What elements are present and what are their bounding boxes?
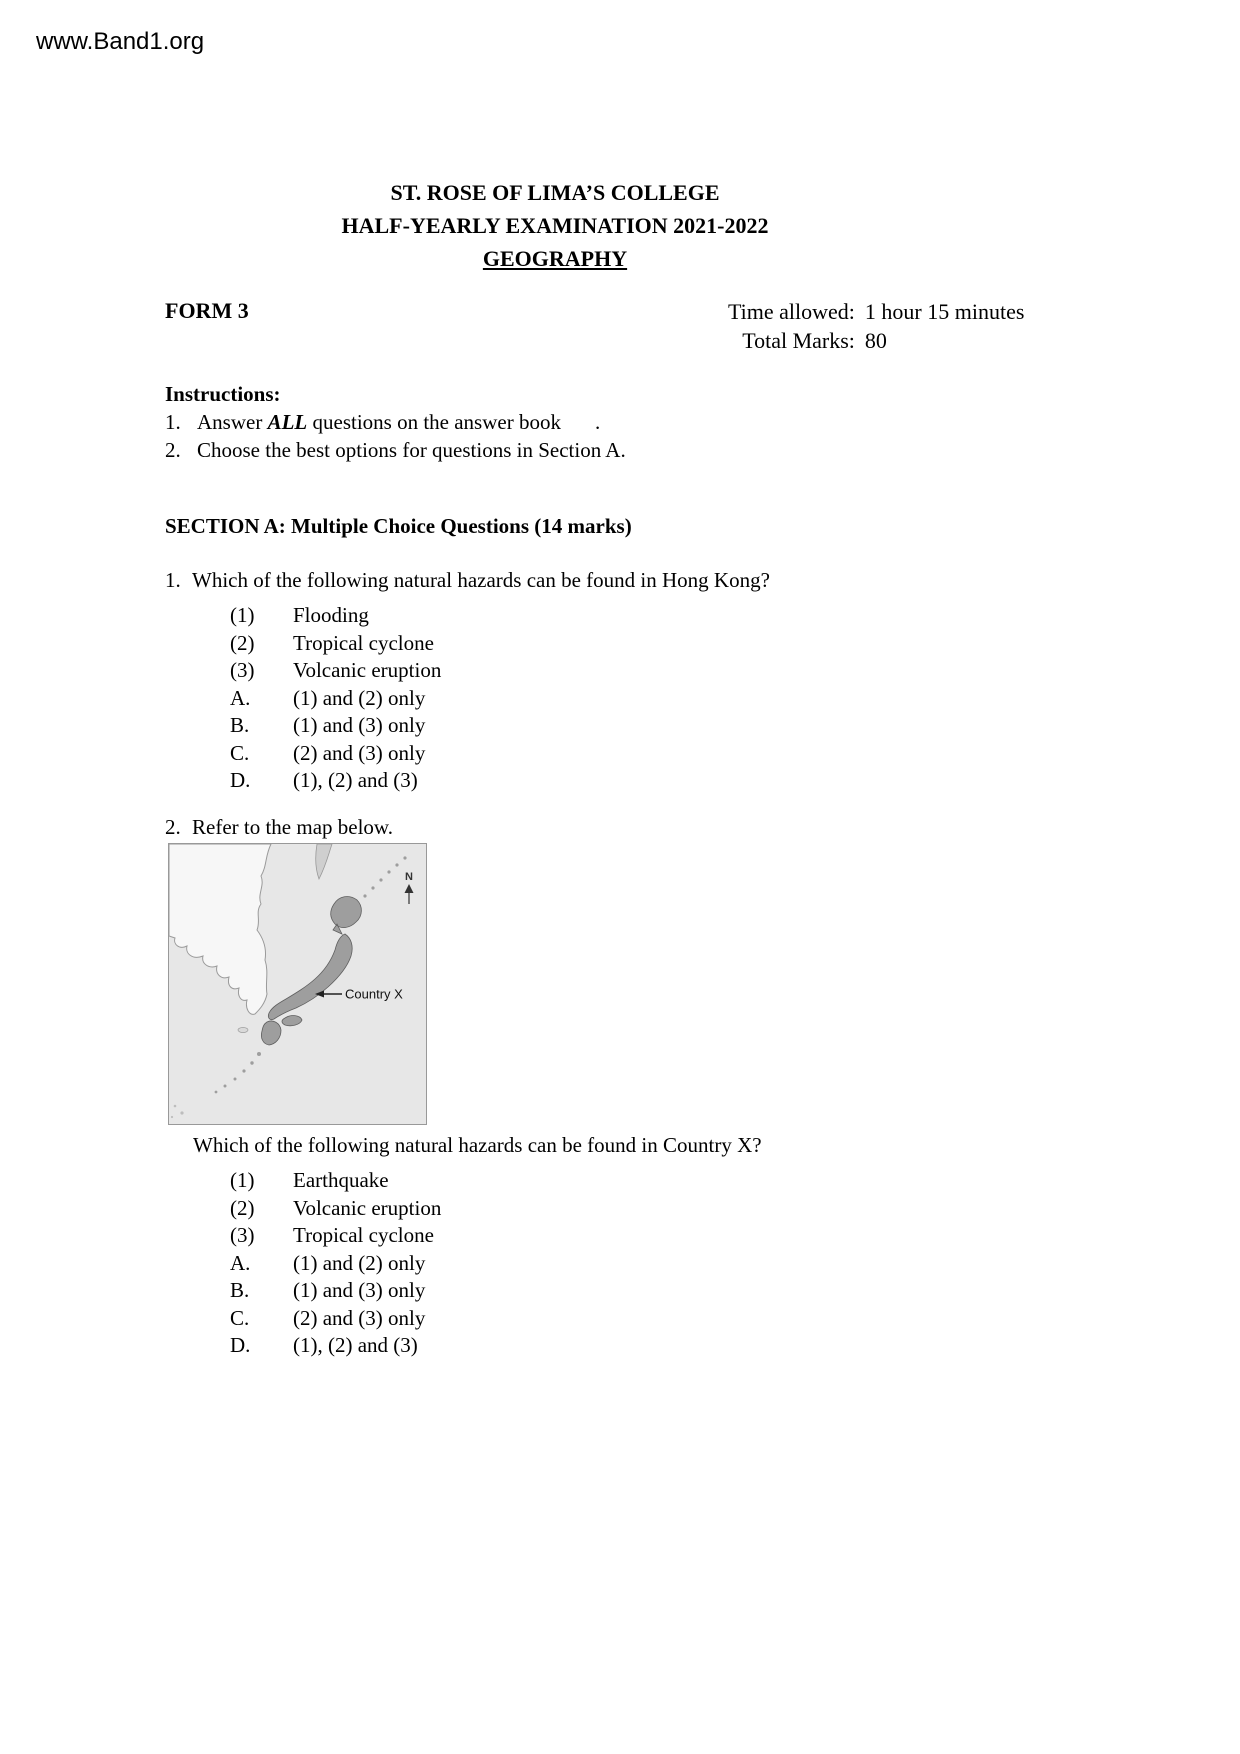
option-row: (1) Flooding	[230, 603, 369, 627]
question-2-options	[230, 1167, 762, 1360]
option-row: (2) Tropical cyclone	[230, 630, 434, 655]
subject-title: GEOGRAPHY	[482, 246, 628, 271]
question-2-intro-text: Refer to the map below.	[192, 815, 393, 839]
japan-map-figure	[168, 843, 427, 1125]
instruction-1-number: 1.	[165, 410, 181, 434]
question-1	[165, 566, 770, 795]
option-row: A. (1) and (2) only	[230, 1250, 426, 1275]
option-row: A. (1) and (2) only	[230, 685, 426, 710]
form-label: FORM 3	[165, 298, 249, 323]
total-marks-value: 80	[864, 328, 887, 353]
instruction-2-text: Choose the best options for questions in Section A.	[197, 438, 626, 462]
option-row: B. (1) and (3) only	[230, 713, 426, 737]
instruction-item-1	[165, 408, 626, 436]
question-1-stem	[165, 566, 770, 594]
option-row: (1) Earthquake	[230, 1168, 389, 1192]
instruction-1-text: Answer ALL questions on the answer book .	[197, 410, 601, 434]
exam-header	[0, 176, 1110, 275]
total-marks-label: Total Marks:	[742, 328, 855, 353]
map-island-small	[238, 1028, 248, 1033]
section-a-heading: SECTION A: Multiple Choice Questions (14 marks)	[165, 514, 632, 538]
option-row: C. (2) and (3) only	[230, 740, 426, 765]
option-row: D. (1), (2) and (3)	[230, 768, 418, 792]
option-row: D. (1), (2) and (3)	[230, 1333, 418, 1357]
question-2-body	[165, 1131, 762, 1360]
question-2-intro	[165, 813, 393, 841]
question-1-text: Which of the following natural hazards can be found in Hong Kong?	[192, 568, 770, 592]
north-label: N	[405, 871, 413, 883]
japan-map-svg	[169, 844, 426, 1124]
time-allowed-value: 1 hour 15 minutes	[864, 299, 1025, 324]
option-row: C. (2) and (3) only	[230, 1305, 426, 1330]
option-row: B. (1) and (3) only	[230, 1278, 426, 1302]
question-2-text: Which of the following natural hazards can be found in Country X?	[193, 1133, 762, 1157]
instruction-2-number: 2.	[165, 438, 181, 462]
question-1-number: 1.	[165, 568, 181, 592]
instruction-1-period: .	[594, 410, 601, 434]
option-row: (2) Volcanic eruption	[230, 1195, 442, 1220]
exam-meta	[728, 297, 1024, 355]
exam-title: HALF-YEARLY EXAMINATION 2021-2022	[341, 213, 769, 238]
school-name: ST. ROSE OF LIMA’S COLLEGE	[390, 180, 720, 205]
instruction-item-2	[165, 436, 626, 464]
instructions-heading: Instructions:	[165, 382, 281, 406]
question-1-options	[230, 602, 770, 795]
country-x-label: Country X	[345, 986, 403, 1002]
time-allowed-label: Time allowed:	[728, 299, 855, 324]
instruction-1-emphasis: ALL	[267, 410, 308, 434]
instructions-block	[165, 380, 626, 464]
watermark-url: www.Band1.org	[36, 28, 205, 55]
question-2-number: 2.	[165, 815, 181, 839]
option-row: (3) Tropical cyclone	[230, 1223, 434, 1247]
option-row: (3) Volcanic eruption	[230, 658, 442, 682]
